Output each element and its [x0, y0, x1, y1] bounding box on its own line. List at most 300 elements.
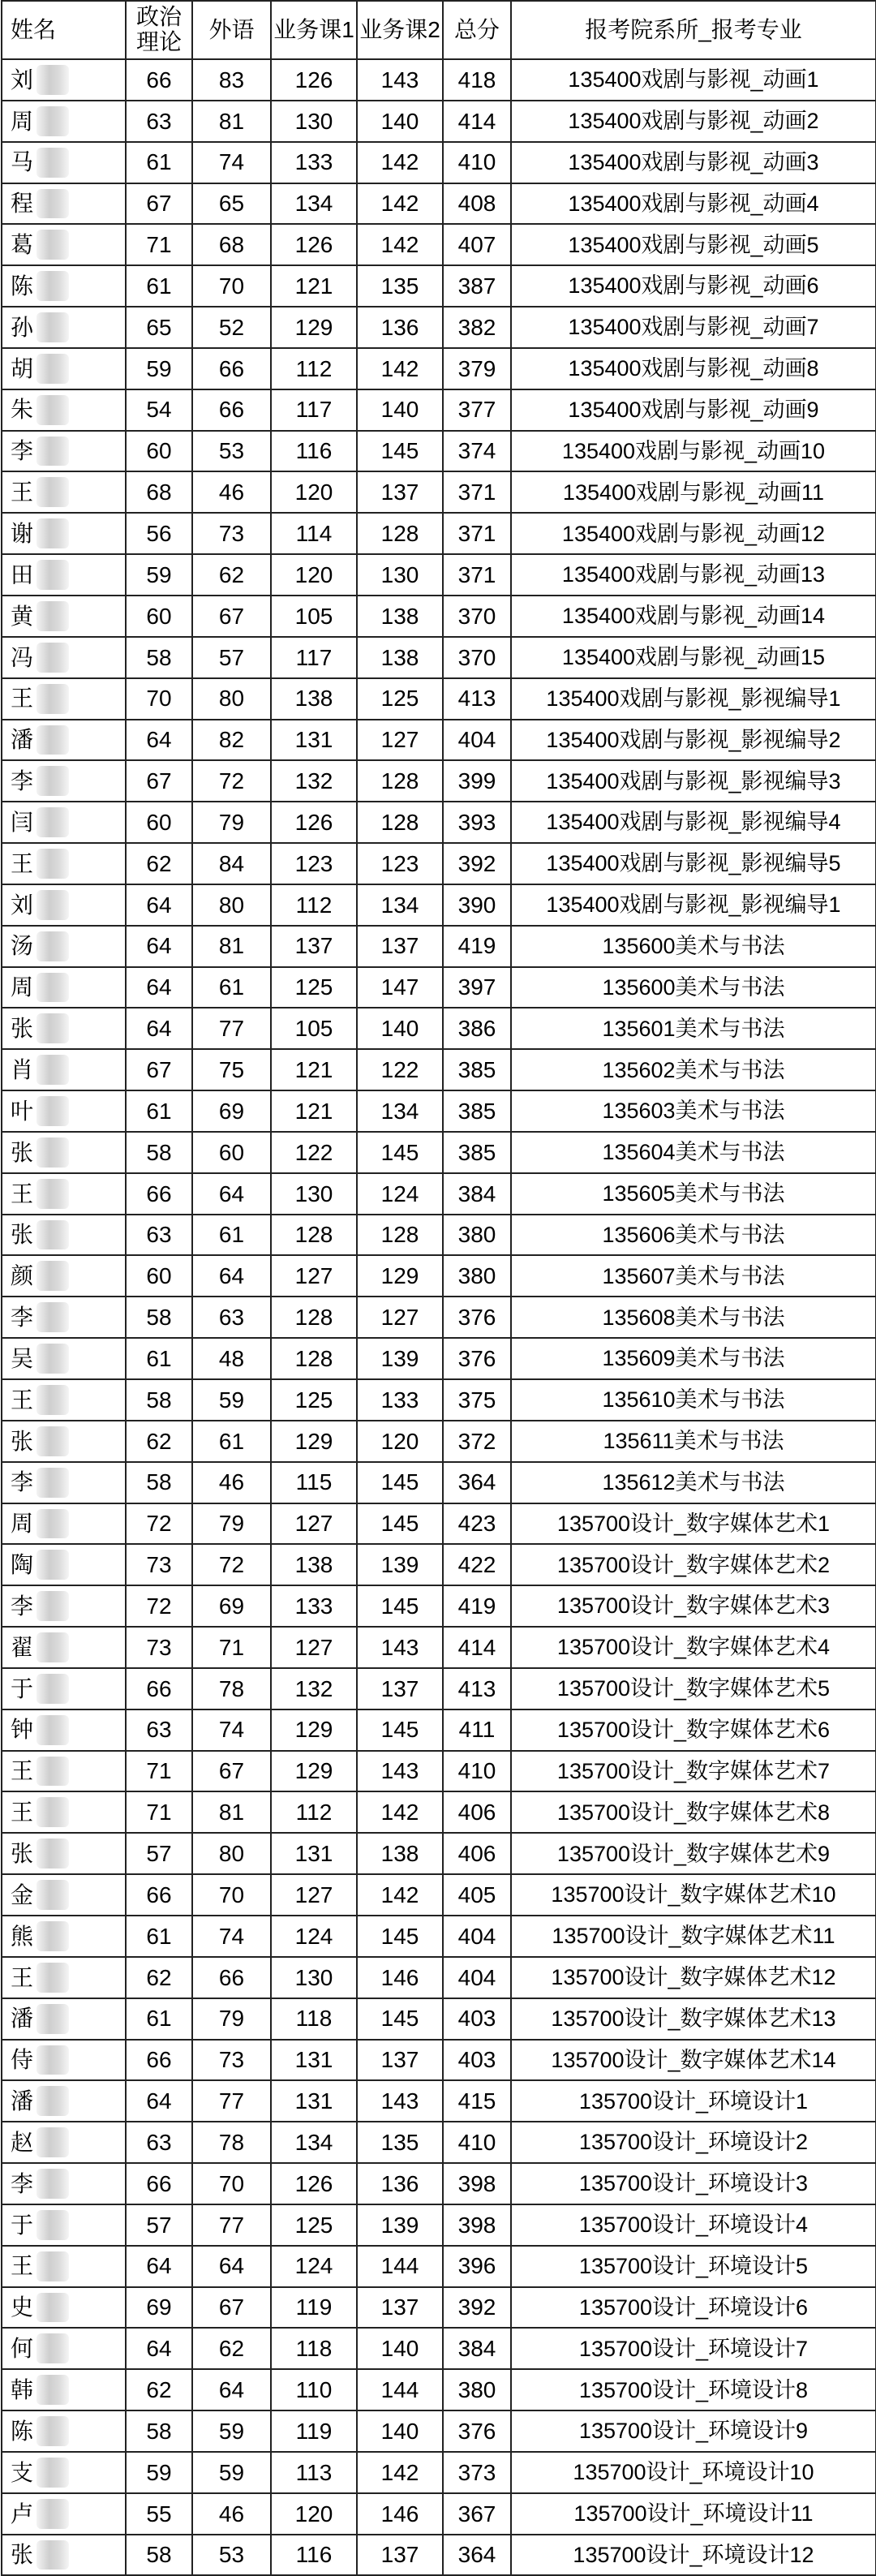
subject-1-cell: 127: [271, 1874, 357, 1916]
politics-cell: 63: [126, 2122, 192, 2163]
major-cell: 135400戏剧与影视_影视编导4: [511, 802, 876, 843]
total-cell: 367: [443, 2493, 511, 2535]
name-redaction-blur: [36, 2251, 69, 2281]
subject-2-cell: 142: [357, 183, 443, 225]
name-cell: [2, 1090, 126, 1132]
name-redaction-blur: [36, 890, 69, 920]
subject-2-cell: 143: [357, 1627, 443, 1668]
foreign-language-cell: 60: [192, 1132, 271, 1173]
surname-text: 陶: [11, 1552, 34, 1578]
surname-text: 王: [11, 1800, 34, 1826]
name-redaction-blur: [36, 560, 69, 590]
table-row: [2, 2204, 876, 2246]
table-row: [2, 843, 876, 884]
subject-1-cell: 117: [271, 637, 357, 678]
name-cell: [2, 2410, 126, 2452]
total-cell: 376: [443, 1338, 511, 1379]
subject-1-cell: 126: [271, 2163, 357, 2204]
major-cell: 135608美术与书法: [511, 1297, 876, 1338]
total-cell: 377: [443, 389, 511, 431]
surname-text: 陈: [11, 2418, 34, 2444]
surname-text: 周: [11, 1511, 34, 1537]
name-cell: [2, 1132, 126, 1173]
total-cell: 364: [443, 1462, 511, 1503]
politics-cell: 58: [126, 1379, 192, 1421]
name-redaction-blur: [36, 2086, 69, 2116]
name-cell: [2, 554, 126, 596]
name-redaction-blur: [36, 1715, 69, 1745]
name-cell: [2, 2080, 126, 2122]
politics-cell: 71: [126, 1791, 192, 1833]
subject-2-cell: 142: [357, 348, 443, 389]
foreign-language-cell: 81: [192, 101, 271, 142]
major-cell: 135700设计_环境设计1: [511, 2080, 876, 2122]
name-redaction-blur: [36, 1509, 69, 1539]
major-cell: 135700设计_环境设计3: [511, 2163, 876, 2204]
politics-cell: 70: [126, 678, 192, 720]
politics-cell: 63: [126, 1215, 192, 1256]
surname-text: 刘: [11, 67, 34, 92]
major-cell: 135400戏剧与影视_动画4: [511, 183, 876, 225]
major-cell: 135700设计_数字媒体艺术6: [511, 1709, 876, 1751]
total-cell: 380: [443, 1255, 511, 1297]
subject-2-cell: 145: [357, 1585, 443, 1627]
surname-text: 胡: [11, 355, 34, 381]
major-cell: 135400戏剧与影视_动画10: [511, 431, 876, 472]
name-redaction-blur: [36, 2499, 69, 2529]
total-cell: 404: [443, 1957, 511, 1998]
politics-cell: 66: [126, 1173, 192, 1215]
name-redaction-blur: [36, 2458, 69, 2488]
subject-1-cell: 134: [271, 2122, 357, 2163]
major-cell: 135700设计_环境设计10: [511, 2452, 876, 2493]
foreign-language-cell: 62: [192, 554, 271, 596]
politics-cell: 61: [126, 1338, 192, 1379]
politics-cell: 64: [126, 2080, 192, 2122]
total-cell: 419: [443, 926, 511, 967]
major-cell: 135604美术与书法: [511, 1132, 876, 1173]
subject-1-cell: 138: [271, 1544, 357, 1585]
subject-2-cell: 140: [357, 2410, 443, 2452]
name-redaction-blur: [36, 1096, 69, 1126]
politics-cell: 64: [126, 967, 192, 1008]
name-redaction-blur: [36, 2375, 69, 2405]
subject-2-cell: 145: [357, 1462, 443, 1503]
politics-cell: 60: [126, 596, 192, 637]
name-cell: [2, 1544, 126, 1585]
total-cell: 374: [443, 431, 511, 472]
name-redaction-blur: [36, 1880, 69, 1910]
name-redaction-blur: [36, 1797, 69, 1827]
politics-cell: 67: [126, 760, 192, 802]
table-row: [2, 1751, 876, 1792]
table-row: [2, 1709, 876, 1751]
politics-cell: 61: [126, 1090, 192, 1132]
politics-cell: 64: [126, 884, 192, 926]
politics-cell: 64: [126, 720, 192, 761]
table-row: [2, 1791, 876, 1833]
subject-2-cell: 143: [357, 59, 443, 101]
subject-2-cell: 137: [357, 2040, 443, 2081]
foreign-language-cell: 61: [192, 1421, 271, 1462]
name-redaction-blur: [36, 148, 69, 178]
surname-text: 潘: [11, 727, 34, 753]
name-redaction-blur: [36, 1220, 69, 1250]
name-redaction-blur: [36, 65, 69, 95]
total-cell: 406: [443, 1791, 511, 1833]
table-row: [2, 637, 876, 678]
subject-2-cell: 138: [357, 596, 443, 637]
politics-cell: 59: [126, 554, 192, 596]
surname-text: 张: [11, 2542, 34, 2568]
politics-cell: 71: [126, 224, 192, 265]
name-cell: [2, 1008, 126, 1049]
name-redaction-blur: [36, 931, 69, 961]
name-cell: [2, 471, 126, 513]
subject-1-cell: 112: [271, 1791, 357, 1833]
subject-1-cell: 131: [271, 2080, 357, 2122]
name-redaction-blur: [36, 2127, 69, 2157]
politics-cell: 72: [126, 1585, 192, 1627]
surname-text: 刘: [11, 892, 34, 918]
major-cell: 135700设计_数字媒体艺术4: [511, 1627, 876, 1668]
name-cell: [2, 1421, 126, 1462]
foreign-language-cell: 82: [192, 720, 271, 761]
name-redaction-blur: [36, 2169, 69, 2199]
subject-1-cell: 126: [271, 59, 357, 101]
name-cell: [2, 307, 126, 348]
subject-1-cell: 130: [271, 1957, 357, 1998]
subject-2-cell: 142: [357, 224, 443, 265]
foreign-language-cell: 83: [192, 59, 271, 101]
foreign-language-cell: 59: [192, 2452, 271, 2493]
subject-2-cell: 145: [357, 1998, 443, 2040]
major-cell: 135400戏剧与影视_动画3: [511, 142, 876, 183]
major-cell: 135400戏剧与影视_影视编导5: [511, 843, 876, 884]
subject-1-cell: 120: [271, 554, 357, 596]
major-cell: 135700设计_数字媒体艺术9: [511, 1833, 876, 1874]
foreign-language-cell: 68: [192, 224, 271, 265]
subject-1-cell: 132: [271, 760, 357, 802]
total-cell: 397: [443, 967, 511, 1008]
subject-1-cell: 105: [271, 596, 357, 637]
subject-2-cell: 136: [357, 2163, 443, 2204]
subject-1-cell: 124: [271, 1916, 357, 1957]
name-redaction-blur: [36, 271, 69, 301]
name-redaction-blur: [36, 1013, 69, 1043]
foreign-language-cell: 46: [192, 1462, 271, 1503]
table-row: [2, 1215, 876, 1256]
total-cell: 375: [443, 1379, 511, 1421]
surname-text: 赵: [11, 2129, 34, 2155]
subject-2-cell: 145: [357, 1132, 443, 1173]
surname-text: 闫: [11, 809, 34, 835]
name-cell: [2, 1049, 126, 1090]
subject-1-cell: 116: [271, 2535, 357, 2576]
table-row: [2, 1421, 876, 1462]
total-cell: 398: [443, 2204, 511, 2246]
subject-2-cell: 134: [357, 884, 443, 926]
name-cell: [2, 2369, 126, 2410]
subject-2-cell: 142: [357, 1791, 443, 1833]
politics-cell: 64: [126, 2328, 192, 2369]
major-cell: 135400戏剧与影视_影视编导1: [511, 678, 876, 720]
subject-2-cell: 138: [357, 637, 443, 678]
table-row: [2, 1008, 876, 1049]
major-cell: 135400戏剧与影视_动画1: [511, 59, 876, 101]
subject-1-cell: 119: [271, 2410, 357, 2452]
table-row: [2, 554, 876, 596]
name-redaction-blur: [36, 2333, 69, 2363]
subject-1-cell: 118: [271, 1998, 357, 2040]
name-cell: [2, 2535, 126, 2576]
name-redaction-blur: [36, 477, 69, 507]
major-cell: 135700设计_环境设计7: [511, 2328, 876, 2369]
surname-text: 钟: [11, 1717, 34, 1743]
foreign-language-cell: 79: [192, 1998, 271, 2040]
name-cell: [2, 101, 126, 142]
table-row: [2, 678, 876, 720]
surname-text: 颜: [11, 1263, 34, 1289]
subject-1-cell: 133: [271, 142, 357, 183]
table-row: [2, 1957, 876, 1998]
subject-2-cell: 137: [357, 2287, 443, 2329]
surname-text: 史: [11, 2294, 34, 2320]
name-redaction-blur: [36, 684, 69, 714]
politics-cell: 60: [126, 802, 192, 843]
foreign-language-cell: 77: [192, 2204, 271, 2246]
table-row: [2, 2452, 876, 2493]
politics-cell: 58: [126, 2410, 192, 2452]
name-redaction-blur: [36, 601, 69, 631]
subject-2-cell: 122: [357, 1049, 443, 1090]
total-cell: 419: [443, 1585, 511, 1627]
politics-cell: 73: [126, 1544, 192, 1585]
table-row: [2, 2122, 876, 2163]
total-cell: 385: [443, 1049, 511, 1090]
foreign-language-cell: 59: [192, 2410, 271, 2452]
subject-1-cell: 105: [271, 1008, 357, 1049]
major-cell: 135700设计_数字媒体艺术7: [511, 1751, 876, 1792]
name-cell: [2, 431, 126, 472]
table-body: [2, 59, 876, 2575]
total-cell: 410: [443, 142, 511, 183]
table-row: [2, 2287, 876, 2329]
major-cell: 135602美术与书法: [511, 1049, 876, 1090]
name-cell: [2, 596, 126, 637]
politics-cell: 59: [126, 348, 192, 389]
surname-text: 潘: [11, 2088, 34, 2114]
subject-1-cell: 120: [271, 2493, 357, 2535]
name-redaction-blur: [36, 1550, 69, 1580]
subject-2-cell: 138: [357, 1833, 443, 1874]
major-cell: 135400戏剧与影视_动画8: [511, 348, 876, 389]
subject-2-cell: 137: [357, 2535, 443, 2576]
subject-1-cell: 114: [271, 513, 357, 554]
surname-text: 王: [11, 1964, 34, 1990]
total-cell: 398: [443, 2163, 511, 2204]
surname-text: 于: [11, 1675, 34, 1701]
foreign-language-cell: 74: [192, 1916, 271, 1957]
foreign-language-cell: 74: [192, 1709, 271, 1751]
politics-cell: 65: [126, 307, 192, 348]
politics-cell: 67: [126, 1049, 192, 1090]
header-politics: 政治理论: [126, 1, 192, 59]
subject-2-cell: 135: [357, 265, 443, 307]
major-cell: 135601美术与书法: [511, 1008, 876, 1049]
table-row: [2, 265, 876, 307]
name-redaction-blur: [36, 849, 69, 879]
subject-2-cell: 120: [357, 1421, 443, 1462]
subject-2-cell: 124: [357, 1173, 443, 1215]
name-redaction-blur: [36, 725, 69, 755]
table-row: [2, 142, 876, 183]
name-redaction-blur: [36, 1426, 69, 1456]
politics-cell: 61: [126, 265, 192, 307]
foreign-language-cell: 66: [192, 389, 271, 431]
major-cell: 135400戏剧与影视_影视编导2: [511, 720, 876, 761]
foreign-language-cell: 70: [192, 265, 271, 307]
subject-2-cell: 123: [357, 843, 443, 884]
name-redaction-blur: [36, 2293, 69, 2323]
major-cell: 135700设计_数字媒体艺术5: [511, 1668, 876, 1709]
total-cell: 382: [443, 307, 511, 348]
table-row: [2, 1874, 876, 1916]
subject-2-cell: 142: [357, 1874, 443, 1916]
subject-1-cell: 121: [271, 265, 357, 307]
foreign-language-cell: 78: [192, 1668, 271, 1709]
major-cell: 135700设计_环境设计5: [511, 2246, 876, 2287]
politics-cell: 61: [126, 142, 192, 183]
total-cell: 376: [443, 1297, 511, 1338]
subject-2-cell: 130: [357, 554, 443, 596]
total-cell: 373: [443, 2452, 511, 2493]
subject-2-cell: 146: [357, 2493, 443, 2535]
name-cell: [2, 1668, 126, 1709]
name-redaction-blur: [36, 1757, 69, 1787]
foreign-language-cell: 46: [192, 2493, 271, 2535]
name-cell: [2, 843, 126, 884]
name-redaction-blur: [36, 106, 69, 136]
subject-2-cell: 147: [357, 967, 443, 1008]
subject-2-cell: 128: [357, 513, 443, 554]
foreign-language-cell: 61: [192, 967, 271, 1008]
table-row: [2, 1090, 876, 1132]
total-cell: 385: [443, 1090, 511, 1132]
subject-2-cell: 129: [357, 1255, 443, 1297]
foreign-language-cell: 80: [192, 884, 271, 926]
subject-2-cell: 140: [357, 2328, 443, 2369]
subject-1-cell: 123: [271, 843, 357, 884]
subject-2-cell: 142: [357, 2452, 443, 2493]
major-cell: 135600美术与书法: [511, 967, 876, 1008]
subject-1-cell: 126: [271, 224, 357, 265]
name-cell: [2, 2040, 126, 2081]
politics-cell: 58: [126, 1297, 192, 1338]
subject-1-cell: 118: [271, 2328, 357, 2369]
name-cell: [2, 1503, 126, 1545]
name-redaction-blur: [36, 1179, 69, 1209]
surname-text: 何: [11, 2336, 34, 2362]
table-row: [2, 1462, 876, 1503]
foreign-language-cell: 70: [192, 1874, 271, 1916]
name-redaction-blur: [36, 2210, 69, 2240]
name-cell: [2, 1255, 126, 1297]
foreign-language-cell: 79: [192, 802, 271, 843]
total-cell: 393: [443, 802, 511, 843]
politics-cell: 63: [126, 101, 192, 142]
name-redaction-blur: [36, 1344, 69, 1374]
name-redaction-blur: [36, 1838, 69, 1869]
subject-1-cell: 124: [271, 2246, 357, 2287]
subject-1-cell: 125: [271, 2204, 357, 2246]
subject-1-cell: 130: [271, 1173, 357, 1215]
foreign-language-cell: 84: [192, 843, 271, 884]
foreign-language-cell: 66: [192, 348, 271, 389]
table-row: [2, 183, 876, 225]
header-total: 总分: [443, 1, 511, 59]
total-cell: 386: [443, 1008, 511, 1049]
politics-cell: 68: [126, 471, 192, 513]
politics-cell: 56: [126, 513, 192, 554]
subject-2-cell: 135: [357, 2122, 443, 2163]
name-redaction-blur: [36, 1963, 69, 1993]
major-cell: 135700设计_环境设计4: [511, 2204, 876, 2246]
name-cell: [2, 1215, 126, 1256]
table-row: [2, 1627, 876, 1668]
subject-2-cell: 143: [357, 2080, 443, 2122]
name-cell: [2, 2122, 126, 2163]
subject-2-cell: 137: [357, 471, 443, 513]
foreign-language-cell: 62: [192, 2328, 271, 2369]
major-cell: 135610美术与书法: [511, 1379, 876, 1421]
major-cell: 135700设计_环境设计9: [511, 2410, 876, 2452]
total-cell: 385: [443, 1132, 511, 1173]
surname-text: 张: [11, 1428, 34, 1454]
surname-text: 谢: [11, 521, 34, 546]
major-cell: 135400戏剧与影视_影视编导1: [511, 884, 876, 926]
name-cell: [2, 967, 126, 1008]
major-cell: 135400戏剧与影视_动画9: [511, 389, 876, 431]
table-row: [2, 2163, 876, 2204]
name-redaction-blur: [36, 1055, 69, 1085]
table-row: [2, 1998, 876, 2040]
subject-2-cell: 139: [357, 1544, 443, 1585]
politics-cell: 58: [126, 1462, 192, 1503]
total-cell: 384: [443, 2328, 511, 2369]
subject-1-cell: 121: [271, 1090, 357, 1132]
subject-1-cell: 131: [271, 1833, 357, 1874]
surname-text: 叶: [11, 1098, 34, 1124]
politics-cell: 66: [126, 1668, 192, 1709]
politics-cell: 69: [126, 2287, 192, 2329]
politics-cell: 58: [126, 2535, 192, 2576]
name-cell: [2, 265, 126, 307]
total-cell: 371: [443, 471, 511, 513]
subject-1-cell: 116: [271, 431, 357, 472]
surname-text: 李: [11, 768, 34, 794]
total-cell: 371: [443, 513, 511, 554]
table-row: [2, 760, 876, 802]
surname-text: 田: [11, 561, 34, 587]
subject-1-cell: 113: [271, 2452, 357, 2493]
name-redaction-blur: [36, 395, 69, 425]
subject-1-cell: 110: [271, 2369, 357, 2410]
major-cell: 135700设计_环境设计12: [511, 2535, 876, 2576]
name-cell: [2, 1833, 126, 1874]
table-row: [2, 1668, 876, 1709]
name-cell: [2, 59, 126, 101]
